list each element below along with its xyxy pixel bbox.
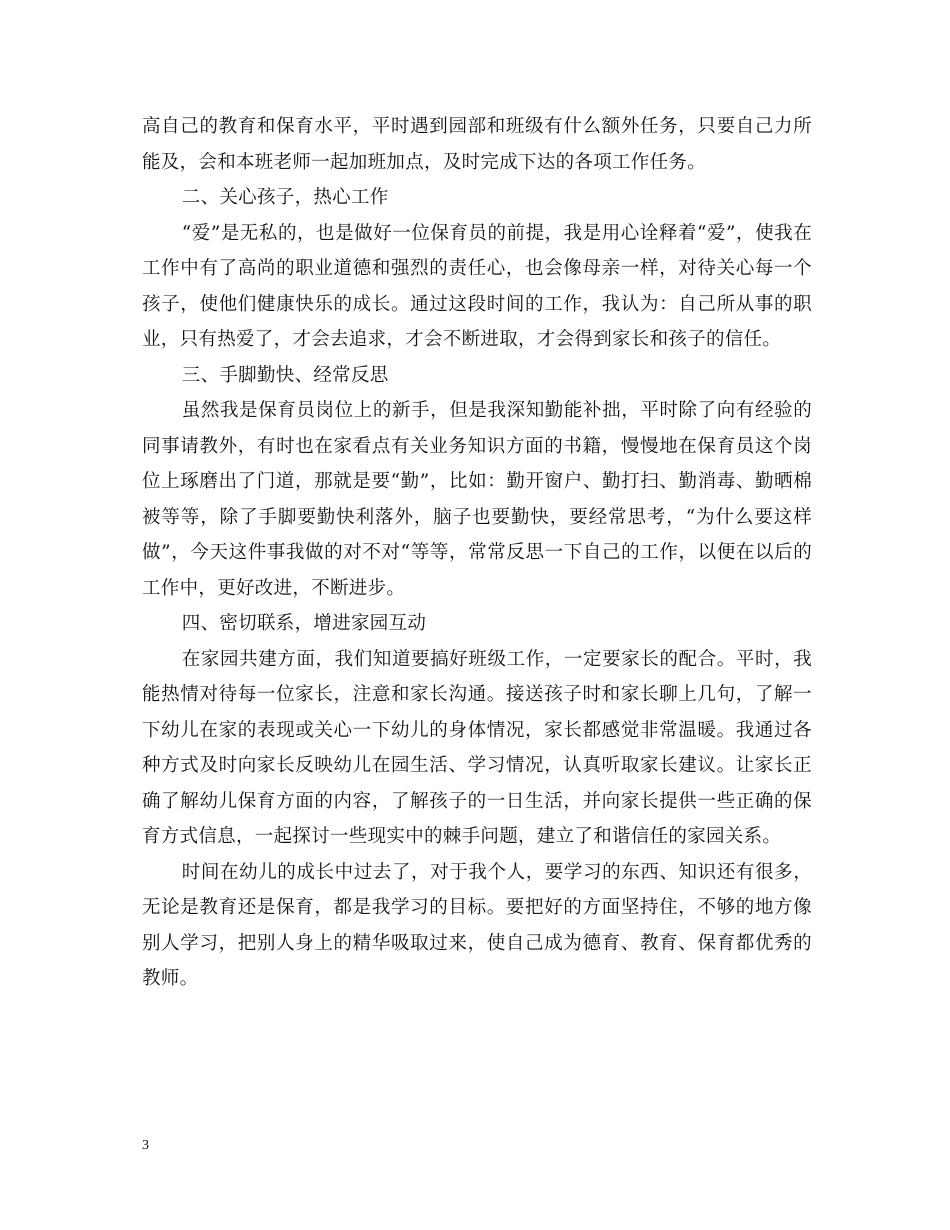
paragraph-home-school: 在家园共建方面，我们知道要搞好班级工作，一定要家长的配合。平时，我能热情对待每一位家长，注意和家长沟通。接送孩子时和家长聊上几句，了解一下幼儿在家的表现或关心一下幼儿的身体情况，家长都感觉非常温暖。我通过各种方式及时向家长反映幼儿在园生活、学习情况，认真听取家长建议。让家长正确了解幼儿保育方面的内容，了解孩子的一日生活，并向家长提供一些正确的保育方式信息，一起探讨一些现实中的棘手问题，建立了和谐信任的家园关系。 bbox=[142, 648, 812, 847]
section-heading-3: 三、手脚勤快、经常反思 bbox=[181, 364, 389, 386]
paragraph-diligence: 虽然我是保育员岗位上的新手，但是我深知勤能补拙，平时除了向有经验的同事请教外，有时也在家看点有关业务知识方面的书籍，慢慢地在保育员这个岗位上琢磨出了门道，那就是要“勤”，比如：勤开窗户、勤打扫、勤消毒、勤晒棉被等等，除了手脚要勤快利落外，脑子也要勤快，要经常思考，“为什么要这样做”，今天这件事我做的对不对“等等，常常反思一下自己的工作，以便在以后的工作中，更好改进，不断进步。 bbox=[142, 400, 812, 599]
paragraph-conclusion: 时间在幼儿的成长中过去了，对于我个人，要学习的东西、知识还有很多，无论是教育还是保育，都是我学习的目标。要把好的方面坚持住，不够的地方像别人学习，把别人身上的精华吸取过来，使自己成为德育、教育、保育都优秀的教师。 bbox=[142, 861, 812, 989]
paragraph-continuation: 高自己的教育和保育水平，平时遇到园部和班级有什么额外任务，只要自己力所能及，会和本班老师一起加班加点，及时完成下达的各项工作任务。 bbox=[142, 116, 812, 173]
paragraph-love: “爱”是无私的，也是做好一位保育员的前提，我是用心诠释着“爱”，使我在工作中有了高尚的职业道德和强烈的责任心，也会像母亲一样，对待关心每一个孩子，使他们健康快乐的成长。通过这段时间的工作，我认为：自己所从事的职业，只有热爱了，才会去追求，才会不断进取，才会得到家长和孩子的信任。 bbox=[142, 222, 812, 350]
page-number: 3 bbox=[142, 1138, 149, 1153]
section-heading-4: 四、密切联系，增进家园互动 bbox=[181, 613, 427, 634]
document-body bbox=[142, 109, 812, 997]
section-heading-2: 二、关心孩子，热心工作 bbox=[181, 187, 389, 208]
